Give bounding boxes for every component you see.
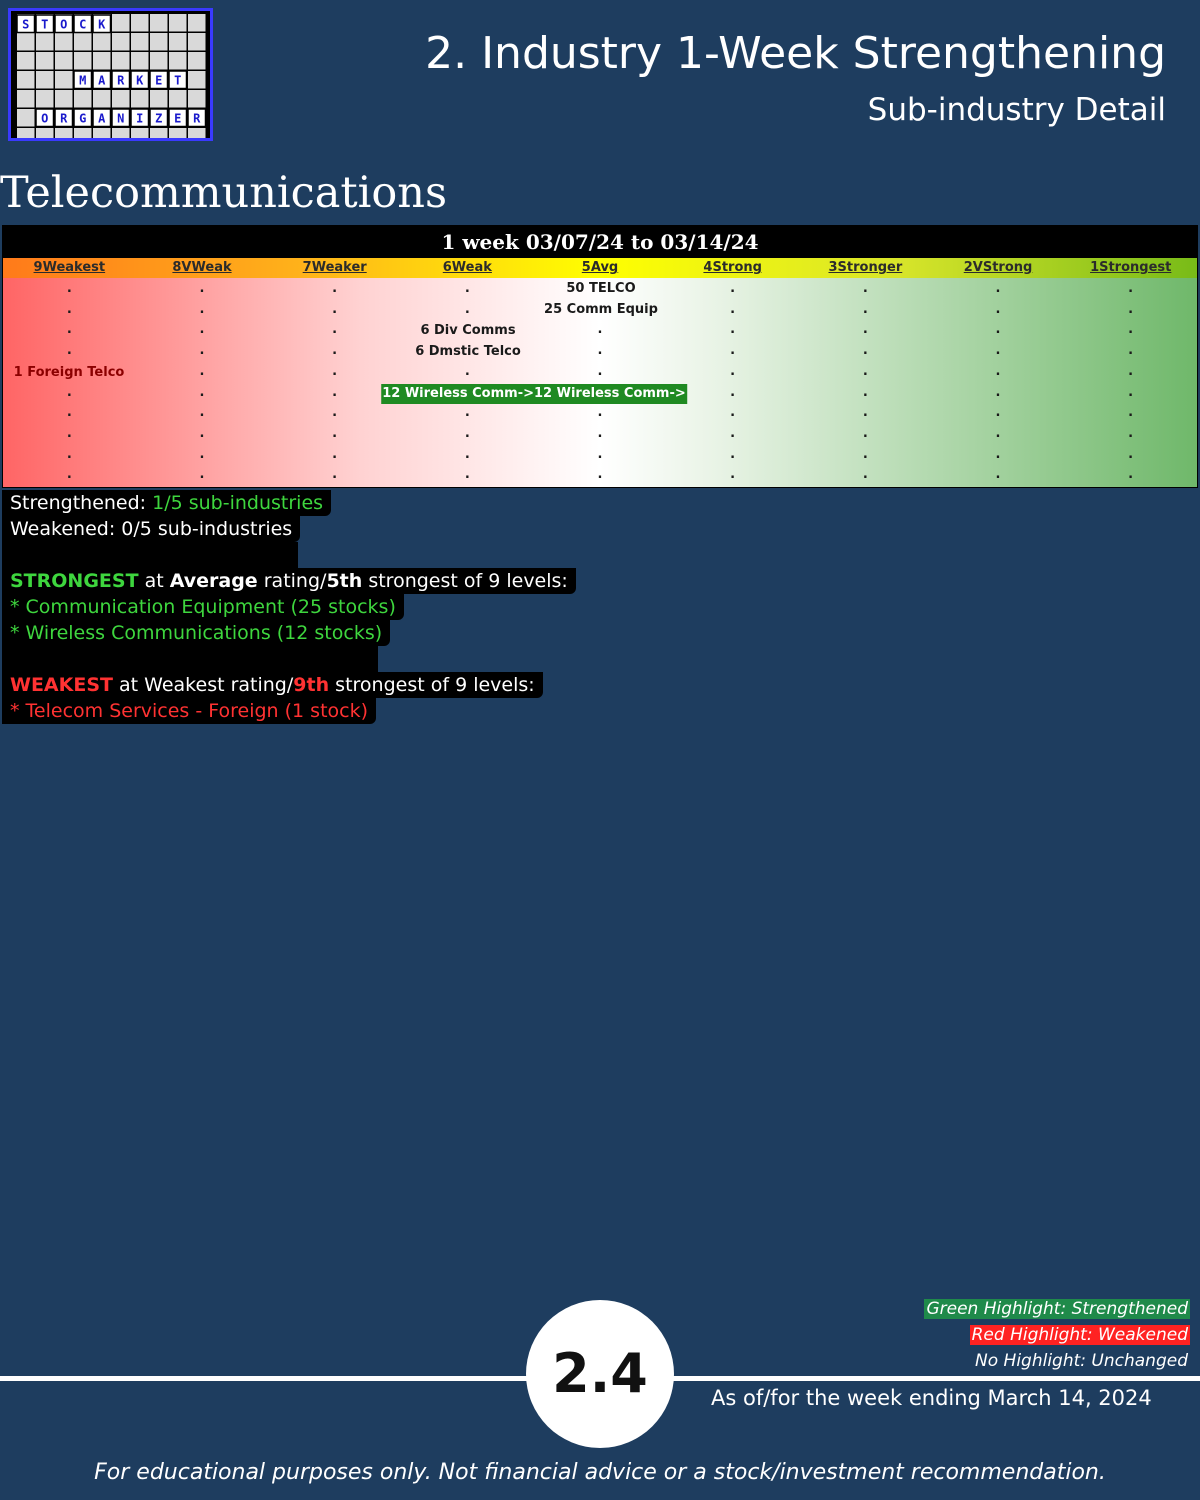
logo-tile	[131, 52, 149, 70]
logo-tile	[17, 109, 35, 127]
logo-letter: R	[117, 73, 125, 88]
empty-cell-dot: .	[1128, 363, 1134, 379]
logo-tile	[150, 14, 168, 32]
empty-cell-dot: .	[332, 405, 338, 421]
empty-cell-dot: .	[332, 322, 338, 338]
empty-cell-dot: .	[199, 446, 205, 462]
level-header-5: 5Avg	[581, 260, 619, 275]
logo-tile	[55, 52, 73, 70]
as-of-date: As of/for the week ending March 14, 2024	[711, 1386, 1152, 1410]
weakest-word: WEAKEST	[10, 674, 113, 696]
logo-letter: T	[174, 73, 182, 88]
logo-tile	[55, 33, 73, 51]
logo-letter: G	[79, 111, 87, 126]
logo-letter: R	[60, 111, 68, 126]
logo-tile	[74, 52, 92, 70]
empty-cell-dot: .	[597, 322, 603, 338]
empty-cell-dot: .	[66, 281, 72, 296]
empty-cell-dot: .	[332, 281, 338, 296]
logo-tile	[188, 33, 206, 51]
logo-tile	[93, 52, 111, 70]
strongest-rating-suffix: rating/	[257, 570, 327, 592]
grid-entry-wireless-strengthened: 12 Wireless Comm->12 Wireless Comm->	[381, 384, 687, 404]
empty-cell-dot: .	[597, 343, 603, 359]
empty-cell-dot: .	[730, 384, 736, 400]
empty-cell-dot: .	[332, 467, 338, 483]
strongest-at: at	[138, 570, 170, 592]
highlight-legend	[924, 1296, 1190, 1374]
strongest-item: * Communication Equipment (25 stocks)	[2, 594, 404, 620]
empty-cell-dot: .	[332, 363, 338, 379]
empty-cell-dot: .	[995, 384, 1001, 400]
empty-cell-dot: .	[1128, 322, 1134, 338]
strongest-item: * Wireless Communications (12 stocks)	[2, 620, 390, 646]
logo-tile	[17, 52, 35, 70]
empty-cell-dot: .	[66, 467, 72, 483]
logo-tile	[188, 128, 206, 138]
stock-market-organizer-logo	[8, 8, 213, 141]
empty-cell-dot: .	[730, 363, 736, 379]
empty-cell-dot: .	[199, 322, 205, 338]
level-header-6: 6Weak	[442, 260, 492, 275]
empty-cell-dot: .	[199, 281, 205, 296]
logo-tile	[55, 71, 73, 89]
logo-letter: K	[98, 17, 106, 32]
logo-tile	[131, 33, 149, 51]
legend-none: No Highlight: Unchanged	[975, 1351, 1188, 1371]
logo-graphic	[11, 11, 210, 138]
empty-cell-dot: .	[995, 301, 1001, 317]
empty-cell-dot: .	[66, 322, 72, 338]
logo-tile	[36, 128, 54, 138]
logo-letter: Z	[155, 111, 163, 126]
level-header-7: 7Weaker	[302, 260, 367, 275]
logo-tile	[188, 71, 206, 89]
logo-tile	[169, 14, 187, 32]
empty-cell-dot: .	[332, 301, 338, 317]
level-header-3: 3Stronger	[828, 260, 903, 275]
empty-cell-dot: .	[995, 446, 1001, 462]
empty-cell-dot: .	[332, 425, 338, 441]
empty-cell-dot: .	[464, 446, 470, 462]
grid-body	[3, 278, 1197, 487]
empty-cell-dot: .	[66, 343, 72, 359]
empty-cell-dot: .	[332, 343, 338, 359]
logo-tile	[36, 90, 54, 108]
logo-tile	[112, 52, 130, 70]
weakest-rank: 9th	[293, 674, 330, 696]
logo-letter: R	[193, 111, 201, 126]
empty-cell-dot: .	[66, 446, 72, 462]
empty-cell-dot: .	[730, 467, 736, 483]
logo-letter: N	[117, 111, 125, 126]
strengthened-value: 1/5 sub-industries	[152, 492, 324, 514]
empty-cell-dot: .	[66, 384, 72, 400]
logo-tile	[55, 90, 73, 108]
empty-cell-dot: .	[730, 425, 736, 441]
summary-spacer	[2, 646, 378, 672]
empty-cell-dot: .	[862, 343, 868, 359]
weakest-heading	[2, 672, 543, 698]
logo-tile	[17, 128, 35, 138]
grid-entry-telco: 50 TELCO	[566, 281, 636, 296]
empty-cell-dot: .	[597, 446, 603, 462]
legend-green: Green Highlight: Strengthened	[926, 1299, 1188, 1319]
strengthened-line	[2, 490, 331, 516]
disclaimer: For educational purposes only. Not financial advice or a stock/investment recommendation.	[94, 1460, 1106, 1485]
logo-tile	[17, 33, 35, 51]
logo-tile	[169, 90, 187, 108]
empty-cell-dot: .	[1128, 281, 1134, 296]
empty-cell-dot: .	[464, 281, 470, 296]
logo-letter: S	[22, 17, 30, 32]
empty-cell-dot: .	[199, 301, 205, 317]
empty-cell-dot: .	[66, 425, 72, 441]
logo-tile	[188, 90, 206, 108]
level-header-2: 2VStrong	[963, 260, 1033, 275]
empty-cell-dot: .	[1128, 446, 1134, 462]
empty-cell-dot: .	[730, 405, 736, 421]
logo-tile	[150, 52, 168, 70]
logo-tile	[169, 52, 187, 70]
logo-letter: M	[79, 73, 87, 88]
sector-title: Telecommunications	[0, 168, 448, 218]
logo-tile	[93, 90, 111, 108]
logo-tile	[112, 33, 130, 51]
level-header-8: 8VWeak	[172, 260, 232, 275]
empty-cell-dot: .	[464, 363, 470, 379]
summary-panel	[2, 490, 576, 724]
logo-letter: O	[41, 111, 49, 126]
logo-letter: A	[98, 73, 106, 88]
logo-tile	[17, 90, 35, 108]
empty-cell-dot: .	[1128, 343, 1134, 359]
empty-cell-dot: .	[332, 446, 338, 462]
logo-tile	[55, 128, 73, 138]
empty-cell-dot: .	[995, 405, 1001, 421]
strongest-rank: 5th	[326, 570, 363, 592]
weakest-item: * Telecom Services - Foreign (1 stock)	[2, 698, 376, 724]
empty-cell-dot: .	[995, 281, 1001, 296]
empty-cell-dot: .	[66, 405, 72, 421]
strongest-heading	[2, 568, 576, 594]
logo-letter: E	[174, 111, 182, 126]
weakest-mid: at Weakest rating/	[113, 674, 294, 696]
logo-tile	[131, 14, 149, 32]
logo-tile	[74, 33, 92, 51]
strongest-tail: strongest of 9 levels:	[362, 570, 568, 592]
empty-cell-dot: .	[1128, 384, 1134, 400]
logo-letter: A	[98, 111, 106, 126]
grid-entry-comm-equip: 25 Comm Equip	[544, 302, 658, 317]
grid-entry-dmstic-telco: 6 Dmstic Telco	[415, 344, 521, 359]
strengthened-label: Strengthened:	[10, 492, 153, 514]
empty-cell-dot: .	[862, 322, 868, 338]
empty-cell-dot: .	[730, 446, 736, 462]
empty-cell-dot: .	[995, 322, 1001, 338]
logo-tile	[36, 33, 54, 51]
empty-cell-dot: .	[862, 281, 868, 296]
empty-cell-dot: .	[199, 343, 205, 359]
logo-tile	[112, 14, 130, 32]
logo-tile	[36, 71, 54, 89]
level-header-1: 1Strongest	[1090, 260, 1172, 275]
empty-cell-dot: .	[1128, 405, 1134, 421]
logo-tile	[188, 52, 206, 70]
logo-letter: I	[136, 111, 144, 126]
empty-cell-dot: .	[199, 405, 205, 421]
logo-tile	[150, 128, 168, 138]
empty-cell-dot: .	[862, 446, 868, 462]
logo-letter: E	[155, 73, 163, 88]
logo-tile	[150, 90, 168, 108]
logo-tile	[169, 128, 187, 138]
empty-cell-dot: .	[1128, 301, 1134, 317]
logo-tile	[112, 128, 130, 138]
strongest-rating: Average	[169, 570, 258, 592]
empty-cell-dot: .	[199, 467, 205, 483]
empty-cell-dot: .	[730, 322, 736, 338]
empty-cell-dot: .	[464, 467, 470, 483]
empty-cell-dot: .	[199, 425, 205, 441]
logo-letter: K	[136, 73, 144, 88]
logo-tile	[150, 33, 168, 51]
empty-cell-dot: .	[995, 467, 1001, 483]
empty-cell-dot: .	[66, 301, 72, 317]
empty-cell-dot: .	[597, 425, 603, 441]
grid-level-headers	[3, 258, 1197, 278]
logo-tile	[169, 33, 187, 51]
empty-cell-dot: .	[995, 343, 1001, 359]
grid-entry-div-comms: 6 Div Comms	[420, 323, 516, 338]
strongest-word: STRONGEST	[10, 570, 139, 592]
logo-tile	[112, 90, 130, 108]
summary-spacer	[2, 542, 298, 568]
empty-cell-dot: .	[862, 405, 868, 421]
logo-tile	[36, 52, 54, 70]
page-subtitle: Sub-industry Detail	[867, 92, 1166, 128]
logo-tile	[93, 128, 111, 138]
empty-cell-dot: .	[464, 425, 470, 441]
empty-cell-dot: .	[862, 363, 868, 379]
empty-cell-dot: .	[1128, 467, 1134, 483]
weakened-line: Weakened: 0/5 sub-industries	[2, 516, 300, 542]
logo-letter: C	[79, 17, 87, 32]
logo-letter: T	[41, 17, 49, 32]
level-header-4: 4Strong	[703, 260, 762, 275]
grid-period-header: 1 week 03/07/24 to 03/14/24	[3, 226, 1197, 258]
logo-tile	[74, 128, 92, 138]
empty-cell-dot: .	[597, 363, 603, 379]
empty-cell-dot: .	[597, 405, 603, 421]
level-header-9: 9Weakest	[33, 260, 106, 275]
logo-tile	[131, 90, 149, 108]
logo-tile	[17, 71, 35, 89]
empty-cell-dot: .	[862, 467, 868, 483]
legend-red: Red Highlight: Weakened	[971, 1325, 1188, 1345]
weakest-tail: strongest of 9 levels:	[329, 674, 535, 696]
empty-cell-dot: .	[995, 425, 1001, 441]
strength-grid	[2, 225, 1198, 488]
logo-tile	[188, 14, 206, 32]
empty-cell-dot: .	[730, 343, 736, 359]
page-title: 2. Industry 1-Week Strengthening	[425, 28, 1166, 79]
empty-cell-dot: .	[597, 467, 603, 483]
empty-cell-dot: .	[464, 405, 470, 421]
empty-cell-dot: .	[862, 384, 868, 400]
grid-entry-foreign-telco: 1 Foreign Telco	[13, 365, 125, 380]
empty-cell-dot: .	[1128, 425, 1134, 441]
empty-cell-dot: .	[862, 301, 868, 317]
logo-tile	[131, 128, 149, 138]
page-number-badge: 2.4	[526, 1300, 674, 1448]
empty-cell-dot: .	[199, 384, 205, 400]
logo-letter: O	[60, 17, 68, 32]
empty-cell-dot: .	[464, 301, 470, 317]
empty-cell-dot: .	[862, 425, 868, 441]
logo-tile	[74, 90, 92, 108]
empty-cell-dot: .	[199, 363, 205, 379]
empty-cell-dot: .	[730, 301, 736, 317]
empty-cell-dot: .	[332, 384, 338, 400]
logo-tile	[93, 33, 111, 51]
empty-cell-dot: .	[730, 281, 736, 296]
empty-cell-dot: .	[995, 363, 1001, 379]
